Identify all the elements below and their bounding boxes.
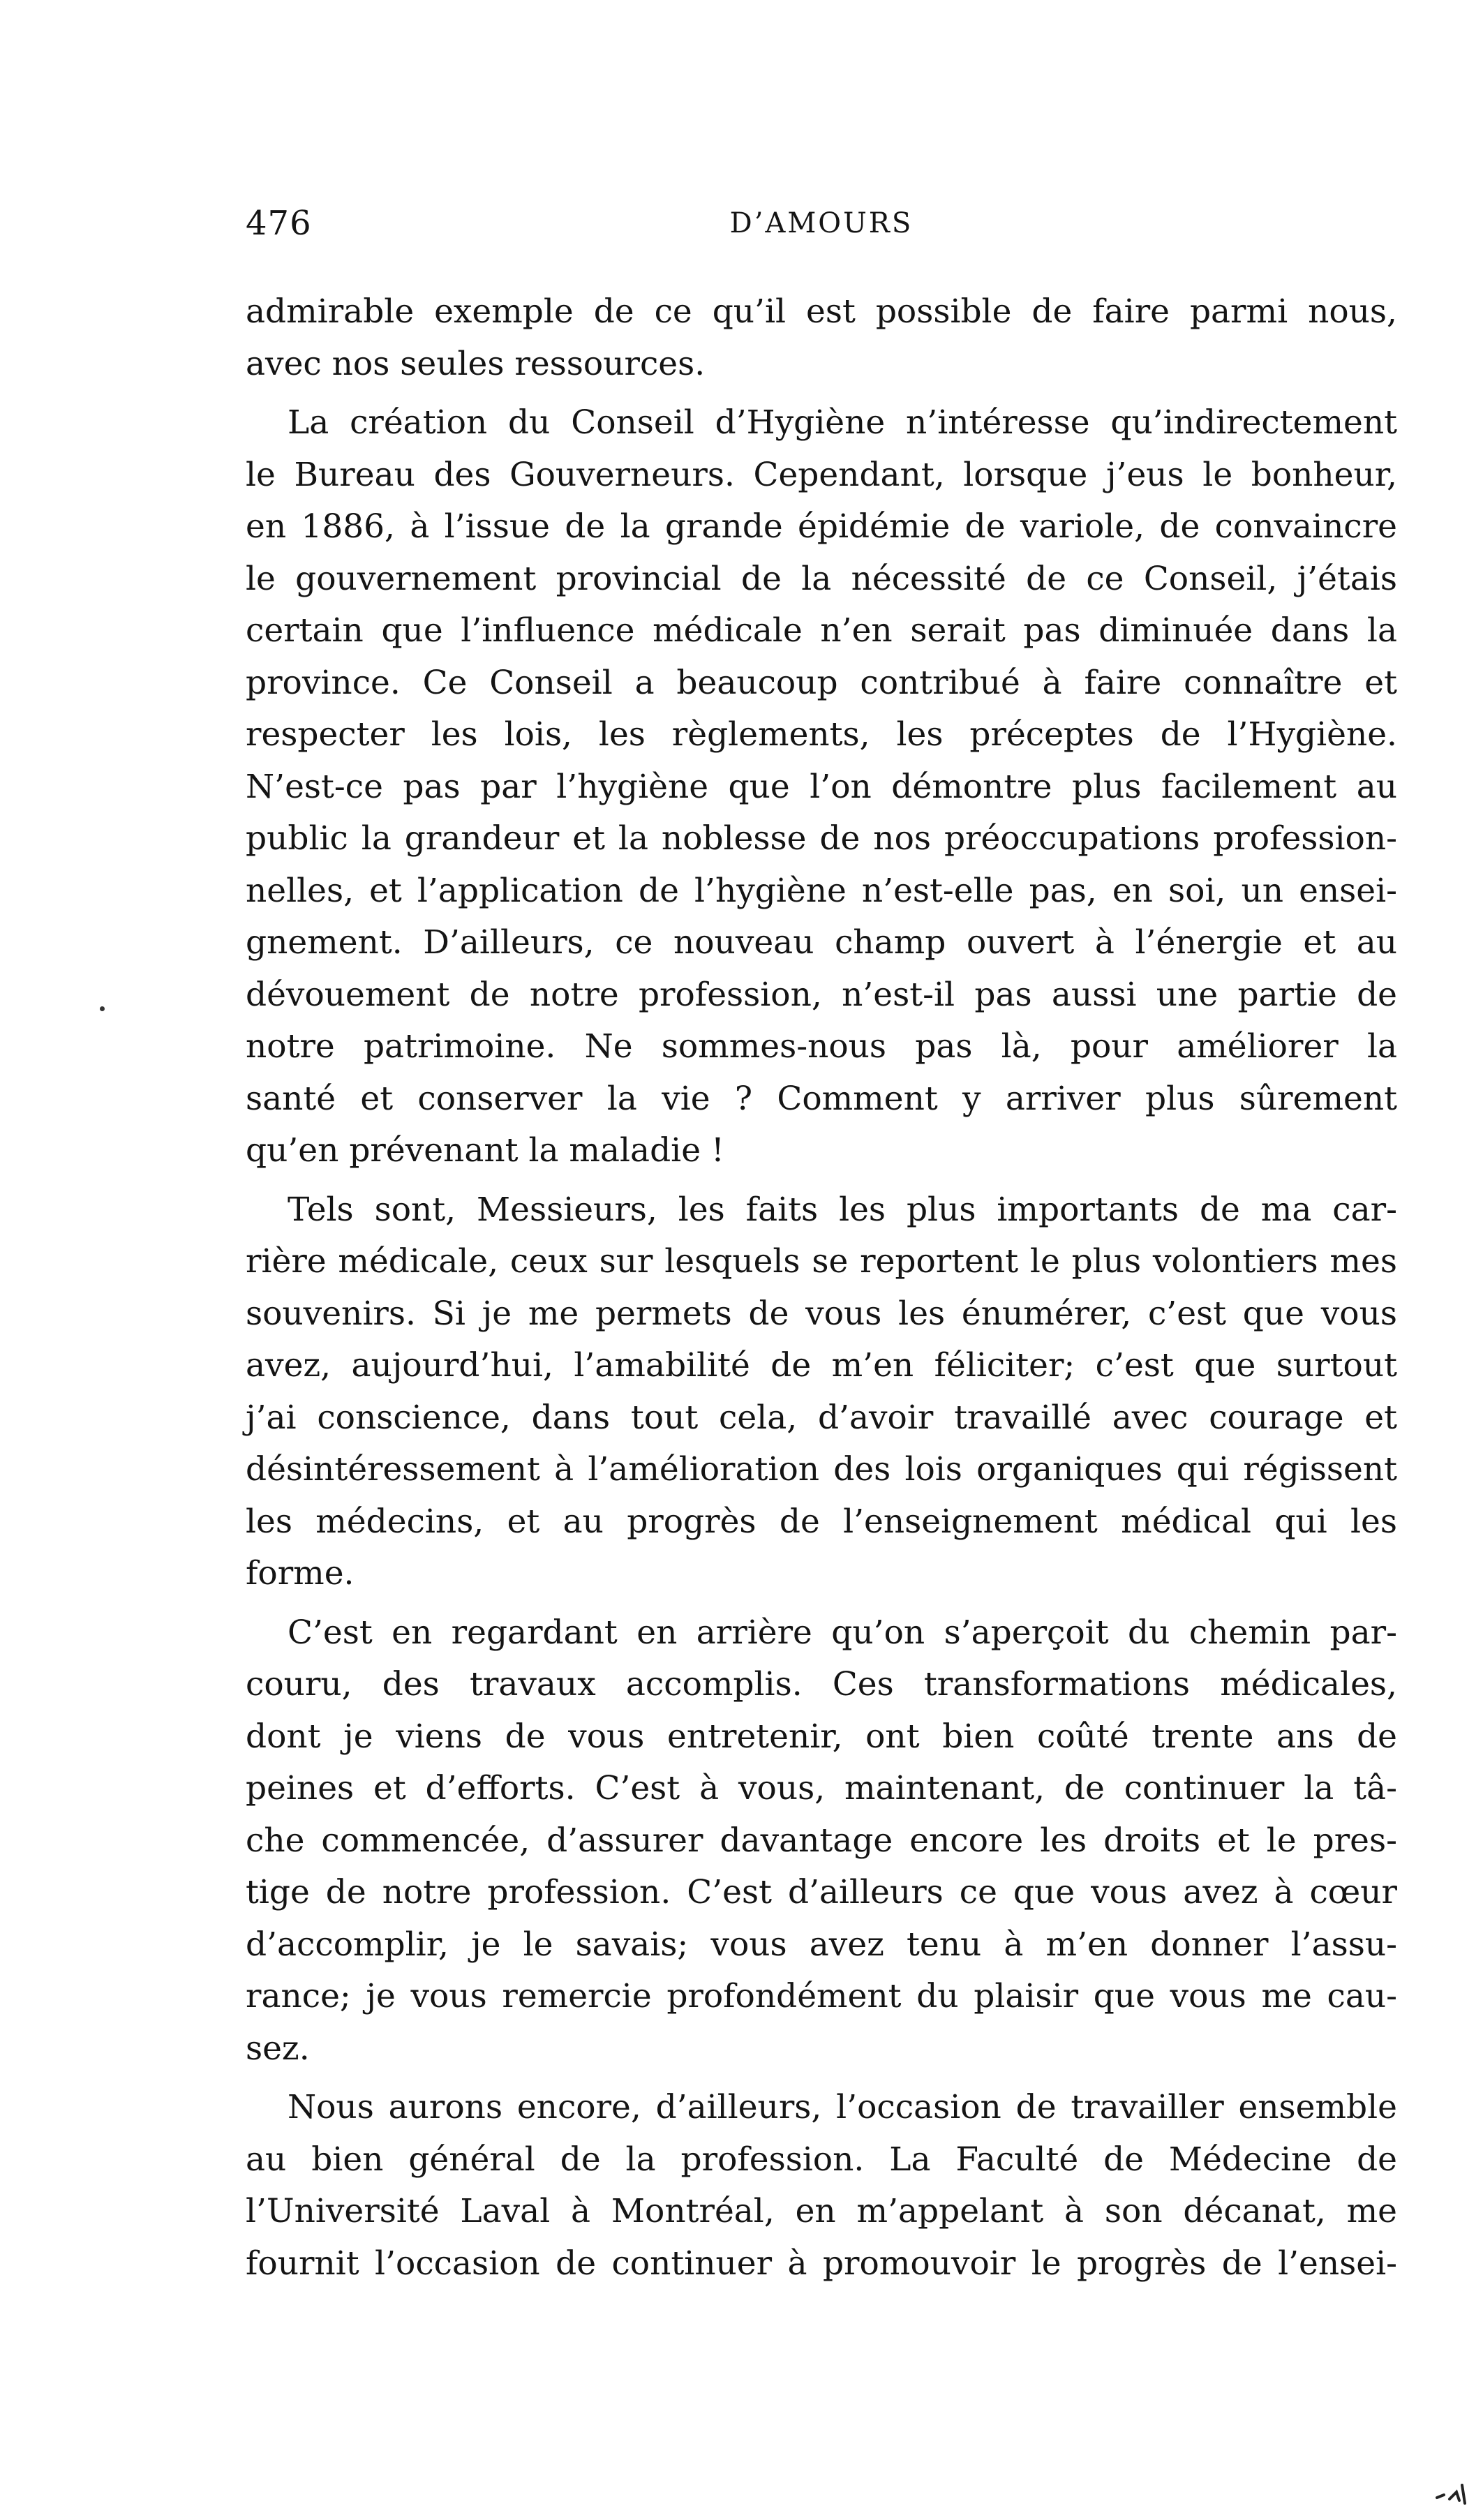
- text-line: avec nos seules ressources.: [246, 344, 706, 383]
- text-line: C’est en regardant en arrière qu’on s’aperçoit du chemin par-: [288, 1613, 1397, 1652]
- paragraph-4: [246, 1607, 1397, 2075]
- paragraph-5: [246, 2082, 1397, 2290]
- text-line: dévouement de notre profession, n’est-il pas aussi une partie de: [246, 975, 1397, 1014]
- text-line: Nous aurons encore, d’ailleurs, l’occasion de travailler ensemble: [288, 2088, 1397, 2126]
- text-line: gnement. D’ailleurs, ce nouveau champ ouvert à l’énergie et au: [246, 923, 1397, 962]
- text-line: Tels sont, Messieurs, les faits les plus importants de ma car-: [288, 1190, 1397, 1229]
- text-line: le gouvernement provincial de la nécessité de ce Conseil, j’étais: [246, 559, 1397, 598]
- text-line: les médecins, et au progrès de l’enseignement médical qui les: [246, 1502, 1397, 1541]
- text-line: sez.: [246, 2029, 310, 2068]
- text-line: respecter les lois, les règlements, les préceptes de l’Hygiène.: [246, 715, 1397, 754]
- text-line: d’accomplir, je le savais; vous avez tenu à m’en donner l’assu-: [246, 1925, 1397, 1964]
- paragraph-3: [246, 1184, 1397, 1600]
- paragraph-2: [246, 397, 1397, 1177]
- text-line: au bien général de la profession. La Faculté de Médecine de: [246, 2140, 1397, 2179]
- scan-corner-mark: [1429, 2464, 1470, 2506]
- text-line: avez, aujourd’hui, l’amabilité de m’en féliciter; c’est que surtout: [246, 1346, 1397, 1385]
- text-line: souvenirs. Si je me permets de vous les énumérer, c’est que vous: [246, 1294, 1397, 1333]
- text-line: en 1886, à l’issue de la grande épidémie de variole, de convaincre: [246, 507, 1397, 546]
- text-line: désintéressement à l’amélioration des lois organiques qui régissent: [246, 1450, 1397, 1489]
- running-head: D’AMOURS: [729, 207, 914, 239]
- text-line: certain que l’influence médicale n’en serait pas diminuée dans la: [246, 611, 1397, 650]
- text-line: le Bureau des Gouverneurs. Cependant, lorsque j’eus le bonheur,: [246, 455, 1397, 494]
- text-line: che commencée, d’assurer davantage encore les droits et le pres-: [246, 1821, 1397, 1860]
- paragraph-1: [246, 286, 1397, 390]
- body-text: [246, 286, 1397, 2297]
- page-number: 476: [246, 204, 312, 243]
- text-line: fournit l’occasion de continuer à promouvoir le progrès de l’ensei-: [246, 2244, 1397, 2283]
- text-line: province. Ce Conseil a beaucoup contribué à faire connaître et: [246, 663, 1397, 702]
- text-line: public la grandeur et la noblesse de nos préoccupations profession-: [246, 819, 1397, 858]
- text-line: admirable exemple de ce qu’il est possible de faire parmi nous,: [246, 292, 1397, 331]
- text-line: nelles, et l’application de l’hygiène n’est-elle pas, en soi, un ensei-: [246, 871, 1397, 910]
- text-line: dont je viens de vous entretenir, ont bien coûté trente ans de: [246, 1717, 1397, 1756]
- text-line: l’Université Laval à Montréal, en m’appelant à son décanat, me: [246, 2192, 1397, 2230]
- text-line: santé et conserver la vie ? Comment y arriver plus sûrement: [246, 1079, 1397, 1118]
- text-line: rance; je vous remercie profondément du plaisir que vous me cau-: [246, 1977, 1397, 2015]
- page-header: [246, 199, 1397, 248]
- text-line: couru, des travaux accomplis. Ces transformations médicales,: [246, 1665, 1397, 1703]
- text-line: tige de notre profession. C’est d’ailleurs ce que vous avez à cœur: [246, 1873, 1397, 1911]
- text-line: rière médicale, ceux sur lesquels se reportent le plus volontiers mes: [246, 1242, 1397, 1281]
- text-line: qu’en prévenant la maladie !: [246, 1131, 724, 1170]
- text-line: forme.: [246, 1554, 355, 1593]
- text-line: N’est-ce pas par l’hygiène que l’on démontre plus facilement au: [246, 767, 1397, 806]
- text-line: La création du Conseil d’Hygiène n’intéresse qu’indirectement: [288, 403, 1397, 442]
- margin-speck: [100, 1006, 105, 1011]
- text-line: peines et d’efforts. C’est à vous, maintenant, de continuer la tâ-: [246, 1769, 1397, 1807]
- text-line: j’ai conscience, dans tout cela, d’avoir travaillé avec courage et: [246, 1398, 1397, 1437]
- text-line: notre patrimoine. Ne sommes-nous pas là, pour améliorer la: [246, 1027, 1397, 1066]
